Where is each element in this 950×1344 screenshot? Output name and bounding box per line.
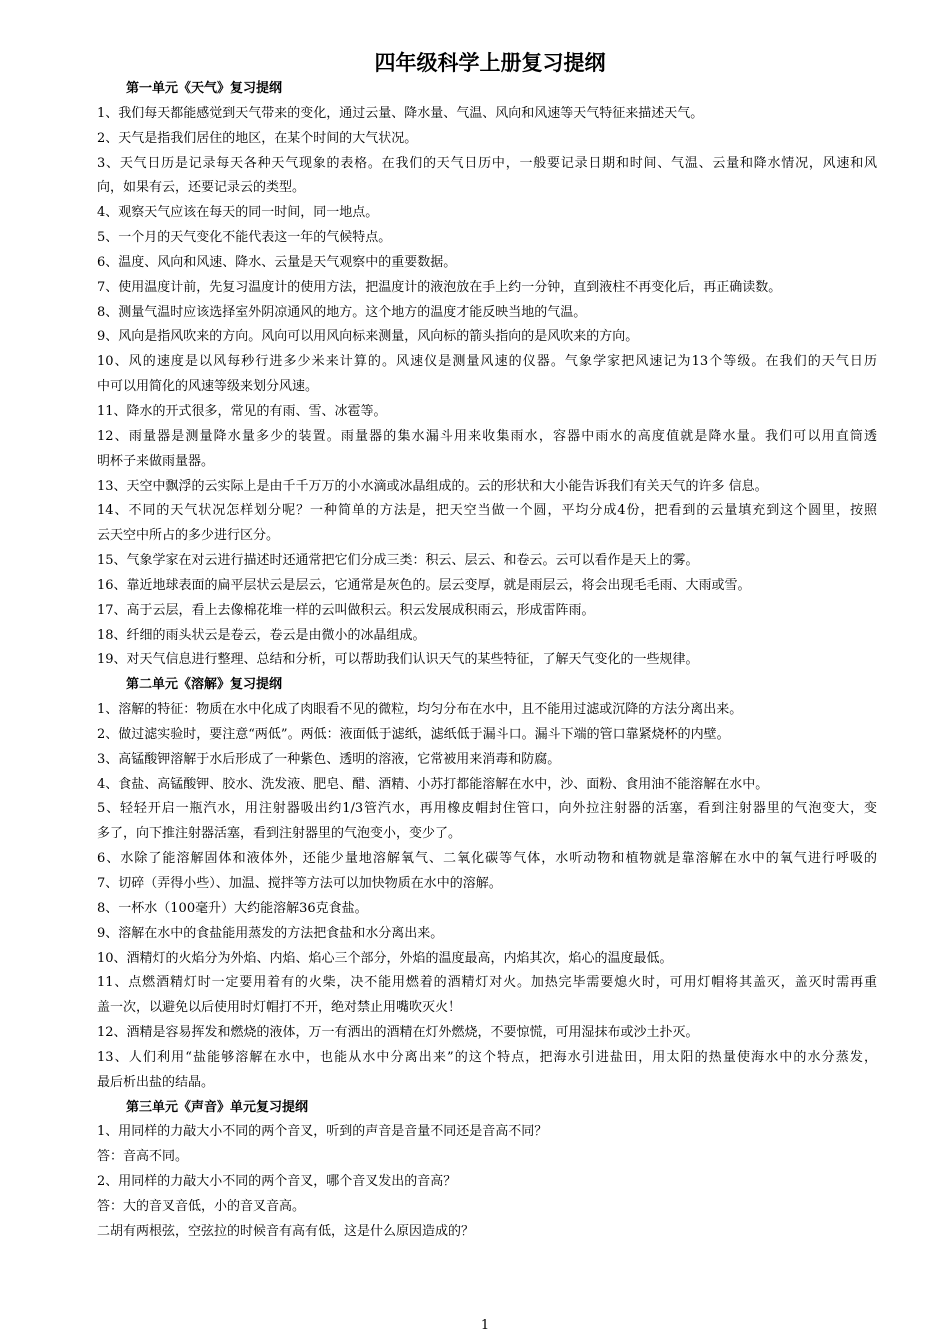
text-line: 11、点燃酒精灯时一定要用着有的火柴，决不能用燃着的酒精灯对火。加热完毕需要熄火时，可用灯帽将其盖灭，盖灭时需再重 — [97, 975, 877, 991]
text-line: 向，如果有云，还要记录云的类型。 — [97, 180, 306, 196]
text-line: 3、天气日历是记录每天各种天气现象的表格。在我们的天气日历中，一般要记录日期和时间、气温、云量和降水情况，风速和风 — [97, 155, 877, 171]
text-line: 云天空中所占的多少进行区分。 — [97, 528, 280, 544]
text-line: 1、用同样的力敲大小不同的两个音叉，听到的声音是音量不同还是音高不同？ — [97, 1124, 548, 1140]
text-line: 5、轻轻开启一瓶汽水，用注射器吸出约1/3管汽水，再用橡皮帽封住管口，向外拉注射器的活塞，看到注射器里的气泡变大，变 — [97, 801, 877, 817]
text-line: 多了，向下推注射器活塞，看到注射器里的气泡变小，变少了。 — [97, 826, 462, 842]
text-line: 6、水除了能溶解固体和液体外，还能少量地溶解氧气、二氧化碳等气体，水听动物和植物就是靠溶解在水中的氧气进行呼吸的 — [97, 851, 877, 867]
text-line: 8、测量气温时应该选择室外阴凉通风的地方。这个地方的温度才能反映当地的气温。 — [97, 304, 587, 320]
text-line: 2、天气是指我们居住的地区，在某个时间的大气状况。 — [97, 130, 418, 146]
text-line: 8、一杯水（100毫升）大约能溶解36克食盐。 — [97, 900, 368, 916]
text-line: 1、溶解的特征：物质在水中化成了肉眼看不见的微粒，均匀分布在水中，且不能用过滤或沉降的方法分离出来。 — [97, 702, 743, 718]
text-line: 4、食盐、高锰酸钾、胶水、洗发液、肥皂、醋、酒精、小苏打都能溶解在水中，沙、面粉、食用油不能溶解在水中。 — [97, 776, 769, 792]
text-line: 2、做过滤实验时，要注意“两低”。两低：液面低于滤纸，滤纸低于漏斗口。漏斗下端的管口靠紧烧杯的内壁。 — [97, 726, 730, 742]
text-line: 2、用同样的力敲大小不同的两个音叉，哪个音叉发出的音高？ — [97, 1174, 457, 1190]
text-line: 明杯子来做雨量器。 — [97, 453, 215, 469]
text-line: 13、人们利用“盐能够溶解在水中，也能从水中分离出来”的这个特点，把海水引进盐田，用太阳的热量使海水中的水分蒸发， — [97, 1049, 877, 1065]
text-line: 二胡有两根弦，空弦拉的时候音有高有低，这是什么原因造成的？ — [97, 1223, 475, 1239]
text-line: 12、酒精是容易挥发和燃烧的液体，万一有洒出的酒精在灯外燃烧，不要惊慌，可用湿抹布或沙土扑灭。 — [97, 1025, 699, 1041]
text-line: 7、切碎（弄得小些）、加温、搅拌等方法可以加快物质在水中的溶解。 — [97, 876, 502, 891]
text-line: 5、一个月的天气变化不能代表这一年的气候特点。 — [97, 230, 392, 246]
text-line: 19、对天气信息进行整理、总结和分析，可以帮助我们认识天气的某些特征，了解天气变化的一些规律。 — [97, 652, 699, 668]
text-line: 最后析出盐的结晶。 — [97, 1074, 215, 1090]
text-line: 7、使用温度计前，先复习温度计的使用方法，把温度计的液泡放在手上约一分钟，直到液柱不再变化后，再正确读数。 — [97, 279, 782, 295]
section-heading: 第三单元《声音》单元复习提纲 — [126, 1099, 309, 1115]
text-line: 12、雨量器是测量降水量多少的装置。雨量器的集水漏斗用来收集雨水，容器中雨水的高度值就是降水量。我们可以用直筒透 — [97, 428, 877, 444]
text-line: 15、气象学家在对云进行描述时还通常把它们分成三类：积云、层云、和卷云。云可以看作是天上的雾。 — [97, 553, 699, 569]
text-line: 11、降水的开式很多，常见的有雨、雪、冰雹等。 — [97, 403, 387, 419]
text-line: 9、风向是指风吹来的方向。风向可以用风向标来测量，风向标的箭头指向的是风吹来的方向。 — [97, 329, 639, 345]
text-line: 13、天空中飘浮的云实际上是由千千万万的小水滴或冰晶组成的。云的形状和大小能告诉我们有关天气的许多 信息。 — [97, 478, 768, 494]
document-title: 四年级科学上册复习提纲 — [374, 51, 606, 75]
text-line: 10、酒精灯的火焰分为外焰、内焰、焰心三个部分，外焰的温度最高，内焰其次，焰心的温度最低。 — [97, 950, 673, 966]
text-line: 6、温度、风向和风速、降水、云量是天气观察中的重要数据。 — [97, 254, 457, 270]
text-line: 17、高于云层，看上去像棉花堆一样的云叫做积云。积云发展成积雨云，形成雷阵雨。 — [97, 602, 595, 618]
text-line: 1、我们每天都能感觉到天气带来的变化，通过云量、降水量、气温、风向和风速等天气特征来描述天气。 — [97, 105, 704, 121]
text-line: 14、不同的天气状况怎样划分呢？一种简单的方法是，把天空当做一个圆，平均分成4份，把看到的云量填充到这个圆里，按照 — [97, 503, 877, 519]
page-number: 1 — [480, 1318, 490, 1333]
text-line: 中可以用简化的风速等级来划分风速。 — [97, 379, 319, 395]
text-line: 3、高锰酸钾溶解于水后形成了一种紫色、透明的溶液，它常被用来消毒和防腐。 — [97, 751, 561, 767]
text-line: 9、溶解在水中的食盐能用蒸发的方法把食盐和水分离出来。 — [97, 925, 444, 941]
text-line: 答：大的音叉音低，小的音叉音高。 — [97, 1198, 306, 1214]
section-heading: 第一单元《天气》复习提纲 — [126, 81, 283, 96]
text-line: 18、纤细的雨头状云是卷云，卷云是由微小的冰晶组成。 — [97, 627, 426, 643]
document-body — [97, 77, 877, 1245]
text-line: 10、风的速度是以风每秒行进多少米来计算的。风速仪是测量风速的仪器。气象学家把风速记为13个等级。在我们的天气日历 — [97, 354, 877, 370]
text-line: 答：音高不同。 — [97, 1149, 189, 1165]
section-heading: 第二单元《溶解》复习提纲 — [126, 677, 283, 693]
text-line: 盖一次，以避免以后使用时灯帽打不开，绝对禁止用嘴吹灭火！ — [97, 1000, 462, 1016]
text-line: 4、观察天气应该在每天的同一时间，同一地点。 — [97, 205, 379, 221]
text-line: 16、靠近地球表面的扁平层状云是层云，它通常是灰色的。层云变厚，就是雨层云，将会出现毛毛雨、大雨或雪。 — [97, 577, 751, 593]
